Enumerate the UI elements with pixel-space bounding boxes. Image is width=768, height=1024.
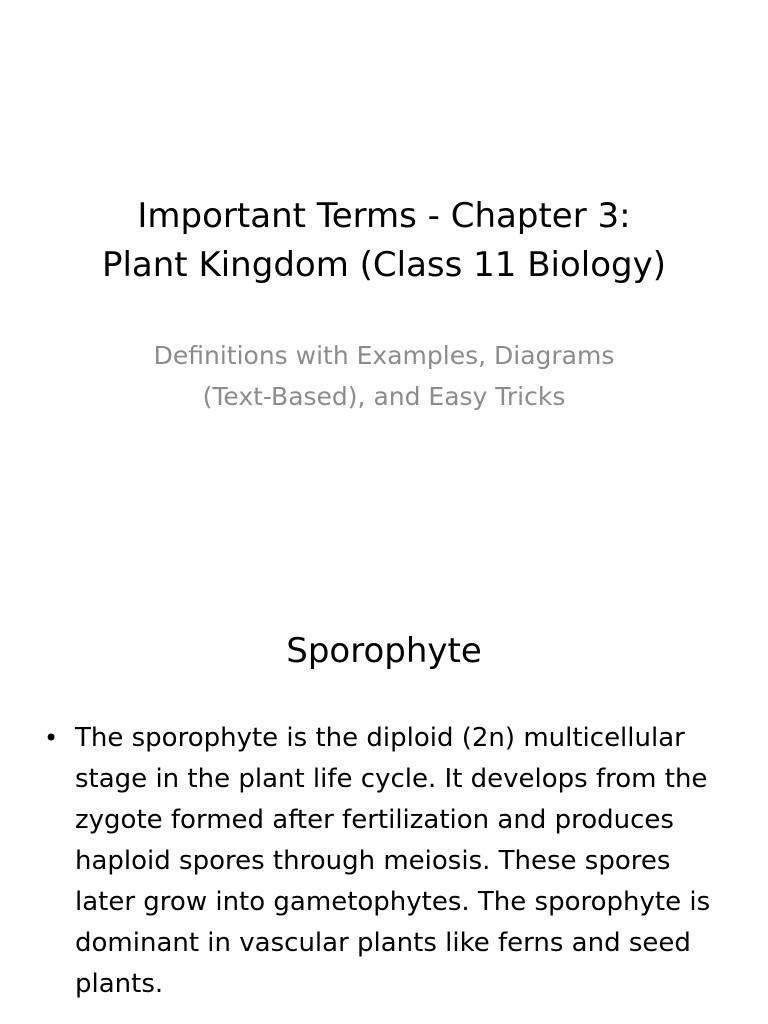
subtitle-line-1: Definitions with Examples, Diagrams [153,341,615,370]
main-title-line-2: Plant Kingdom (Class 11 Biology) [101,245,667,285]
main-title [40,192,728,290]
subtitle [80,335,688,417]
bullet-icon: • [44,724,59,752]
list-item [40,718,730,1005]
bullet-text: The sporophyte is the diploid (2n) multicellular stage in the plant life cycle. It develops from the zygote formed after fertilization and produces haploid spores through meiosis. These spores later grow into gametophytes. The sporophyte is dominant in vascular plants like ferns and seed plants. [75,723,711,999]
section-heading: Sporophyte [286,631,482,671]
bullet-list [40,718,730,1005]
main-title-line-1: Important Terms - Chapter 3: [137,196,631,236]
subtitle-line-2: (Text-Based), and Easy Tricks [202,382,566,411]
